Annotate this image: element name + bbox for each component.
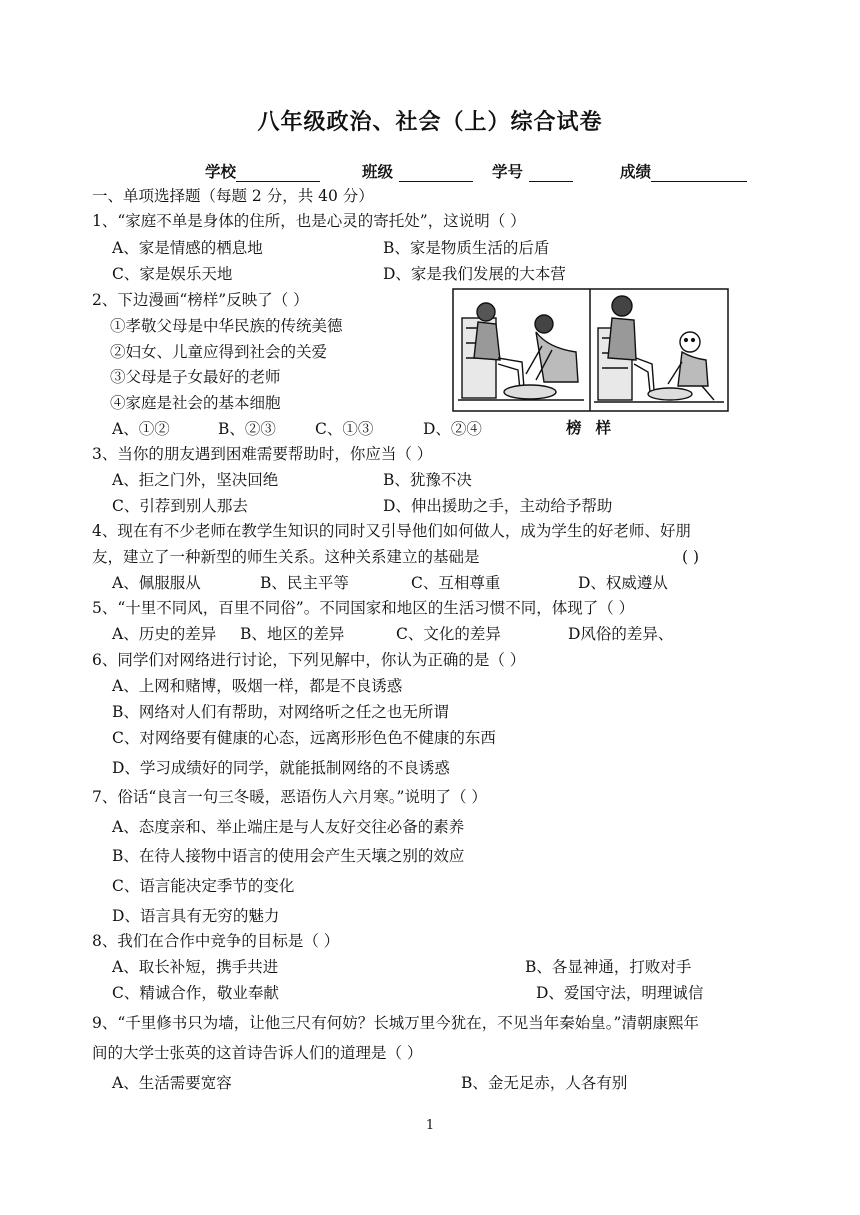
question-stem-line1: 4、现在有不少老师在教学生知识的同时又引导他们如何做人，成为学生的好老师、好朋 (92, 522, 691, 540)
question-stem: 6、同学们对网络进行讨论，下列见解中，你认为正确的是（ ） (92, 651, 526, 669)
option-c: C、家是娱乐天地 (112, 265, 233, 283)
cartoon-illustration (452, 288, 729, 412)
option-c: C、精诚合作，敬业奉献 (112, 984, 279, 1002)
statement-1: ①孝敬父母是中华民族的传统美德 (110, 317, 343, 335)
option-a: A、家是情感的栖息地 (112, 239, 263, 257)
question-stem-line2: 友，建立了一种新型的师生关系。这种关系建立的基础是 (92, 548, 480, 566)
statement-2: ②妇女、儿童应得到社会的关爱 (110, 343, 328, 361)
page-title: 八年级政治、社会（上）综合试卷 (257, 109, 603, 135)
option-b: B、家是物质生活的后盾 (383, 239, 550, 257)
question-stem: 7、俗话“良言一句三冬暖，恶语伤人六月寒。”说明了（ ） (92, 788, 487, 806)
option-a: A、取长补短，携手共进 (112, 958, 279, 976)
section-heading: 一、单项选择题（每题 2 分，共 40 分） (92, 187, 374, 205)
question-stem: 5、“十里不同风，百里不同俗”。不同国家和地区的生活习惯不同，体现了（ ） (92, 599, 635, 617)
option-c: C、语言能决定季节的变化 (112, 877, 295, 895)
option-c: C、引荐到别人那去 (112, 497, 248, 515)
score-field (620, 160, 747, 182)
school-blank (236, 165, 320, 182)
option-a: A、①② (112, 420, 170, 438)
option-b: B、网络对人们有帮助，对网络听之任之也无所谓 (112, 703, 449, 721)
statement-3: ③父母是子女最好的老师 (110, 368, 281, 386)
option-a: A、生活需要宽容 (112, 1074, 232, 1092)
option-d: D、权威遵从 (578, 574, 668, 592)
score-blank (651, 165, 747, 182)
answer-paren: ( ) (682, 548, 700, 566)
option-b: B、民主平等 (260, 574, 349, 592)
class-field (362, 160, 473, 182)
question-stem-line2: 间的大学士张英的这首诗告诉人们的道理是（ ） (92, 1044, 423, 1062)
option-d: D、②④ (423, 420, 482, 438)
option-b: B、犹豫不决 (383, 471, 472, 489)
option-a: A、历史的差异 (112, 625, 217, 643)
school-field (205, 160, 320, 182)
option-d: D风俗的差异、 (568, 625, 674, 643)
option-c: C、互相尊重 (411, 574, 501, 592)
option-d: D、学习成绩好的同学，就能抵制网络的不良诱惑 (112, 759, 450, 777)
option-a: A、态度亲和、举止端庄是与人友好交往必备的素养 (112, 818, 465, 836)
option-d: D、爱国守法，明理诚信 (536, 984, 704, 1002)
number-field (492, 160, 573, 182)
option-d: D、家是我们发展的大本营 (383, 265, 566, 283)
number-label: 学号 (492, 162, 524, 181)
question-stem-line1: 9、“千里修书只为墙，让他三尺有何妨？长城万里今犹在，不见当年秦始皇。”清朝康熙年 (92, 1014, 699, 1032)
cartoon-caption: 榜样 (566, 418, 626, 437)
question-stem: 3、当你的朋友遇到困难需要帮助时，你应当（ ） (92, 445, 433, 463)
school-label: 学校 (205, 162, 237, 181)
option-d: D、语言具有无穷的魅力 (112, 907, 280, 925)
option-c: C、①③ (315, 420, 374, 438)
option-c: C、文化的差异 (396, 625, 501, 643)
option-b: B、②③ (218, 420, 276, 438)
question-stem: 1、“家庭不单是身体的住所，也是心灵的寄托处”，这说明（ ） (92, 212, 526, 230)
number-blank (529, 165, 573, 182)
question-stem: 2、下边漫画“榜样”反映了（ ） (92, 291, 309, 309)
statement-4: ④家庭是社会的基本细胞 (110, 394, 281, 412)
class-blank (399, 165, 473, 182)
page-number: 1 (425, 1118, 435, 1133)
class-label: 班级 (362, 162, 394, 181)
option-a: A、拒之门外，坚决回绝 (112, 471, 279, 489)
option-d: D、伸出援助之手，主动给予帮助 (383, 497, 613, 515)
question-stem: 8、我们在合作中竞争的目标是（ ） (92, 932, 340, 950)
option-a: A、佩服服从 (112, 574, 201, 592)
option-b: B、各显神通，打败对手 (525, 958, 692, 976)
option-c: C、对网络要有健康的心态，远离形形色色不健康的东西 (112, 729, 496, 747)
option-b: B、金无足赤，人各有别 (461, 1074, 628, 1092)
option-a: A、上网和赌博，吸烟一样，都是不良诱惑 (112, 677, 403, 695)
option-b: B、地区的差异 (240, 625, 345, 643)
option-b: B、在待人接物中语言的使用会产生天壤之别的效应 (112, 847, 465, 865)
score-label: 成绩 (620, 162, 652, 181)
